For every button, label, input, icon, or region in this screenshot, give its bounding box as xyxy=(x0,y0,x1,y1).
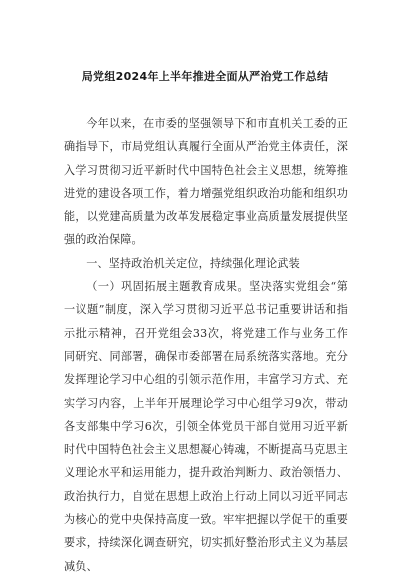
document-title: 局党组2024年上半年推进全面从严治党工作总结 xyxy=(81,70,329,83)
section-paragraph: （一）巩固拓展主题教育成果。坚决落实党组会“第一议题”制度，深入学习贯彻习近平总书记重要讲话和指示批示精神，召开党组会33次，将党建工作与业务工作同研究、同部署，确保市委部署在局系统落实落地。充分发挥理论学习中心组的引领示范作用，丰富学习方式、充实学习内容，上半年开展理论学习中心组学习9次，带动各支部集中学习6次，引领全体党员干部自觉用习近平新时代中国特色社会主义思想凝心铸魂，不断提高马克思主义理论水平和运用能力，提升政治判断力、政治领悟力、政治执行力，自觉在思想上政治上行动上同以习近平同志为核心的党中央保持高度一致。牢牢把握以学促干的重要要求，持续深化调查研究，切实抓好整治形式主义为基层减负、 xyxy=(64,280,348,573)
section-heading: 一、坚持政治机关定位，持续强化理论武装 xyxy=(86,256,300,270)
document-body xyxy=(64,112,348,578)
intro-paragraph: 今年以来，在市委的坚强领导下和市直机关工委的正确指导下，市局党组认真履行全面从严治党主体责任，深入学习贯彻习近平新时代中国特色社会主义思想，统筹推进党的建设各项工作，着力增强党组织政治功能和组织功能，以党建高质量为改革发展稳定事业高质量发展提供坚强的政治保障。 xyxy=(64,117,348,247)
